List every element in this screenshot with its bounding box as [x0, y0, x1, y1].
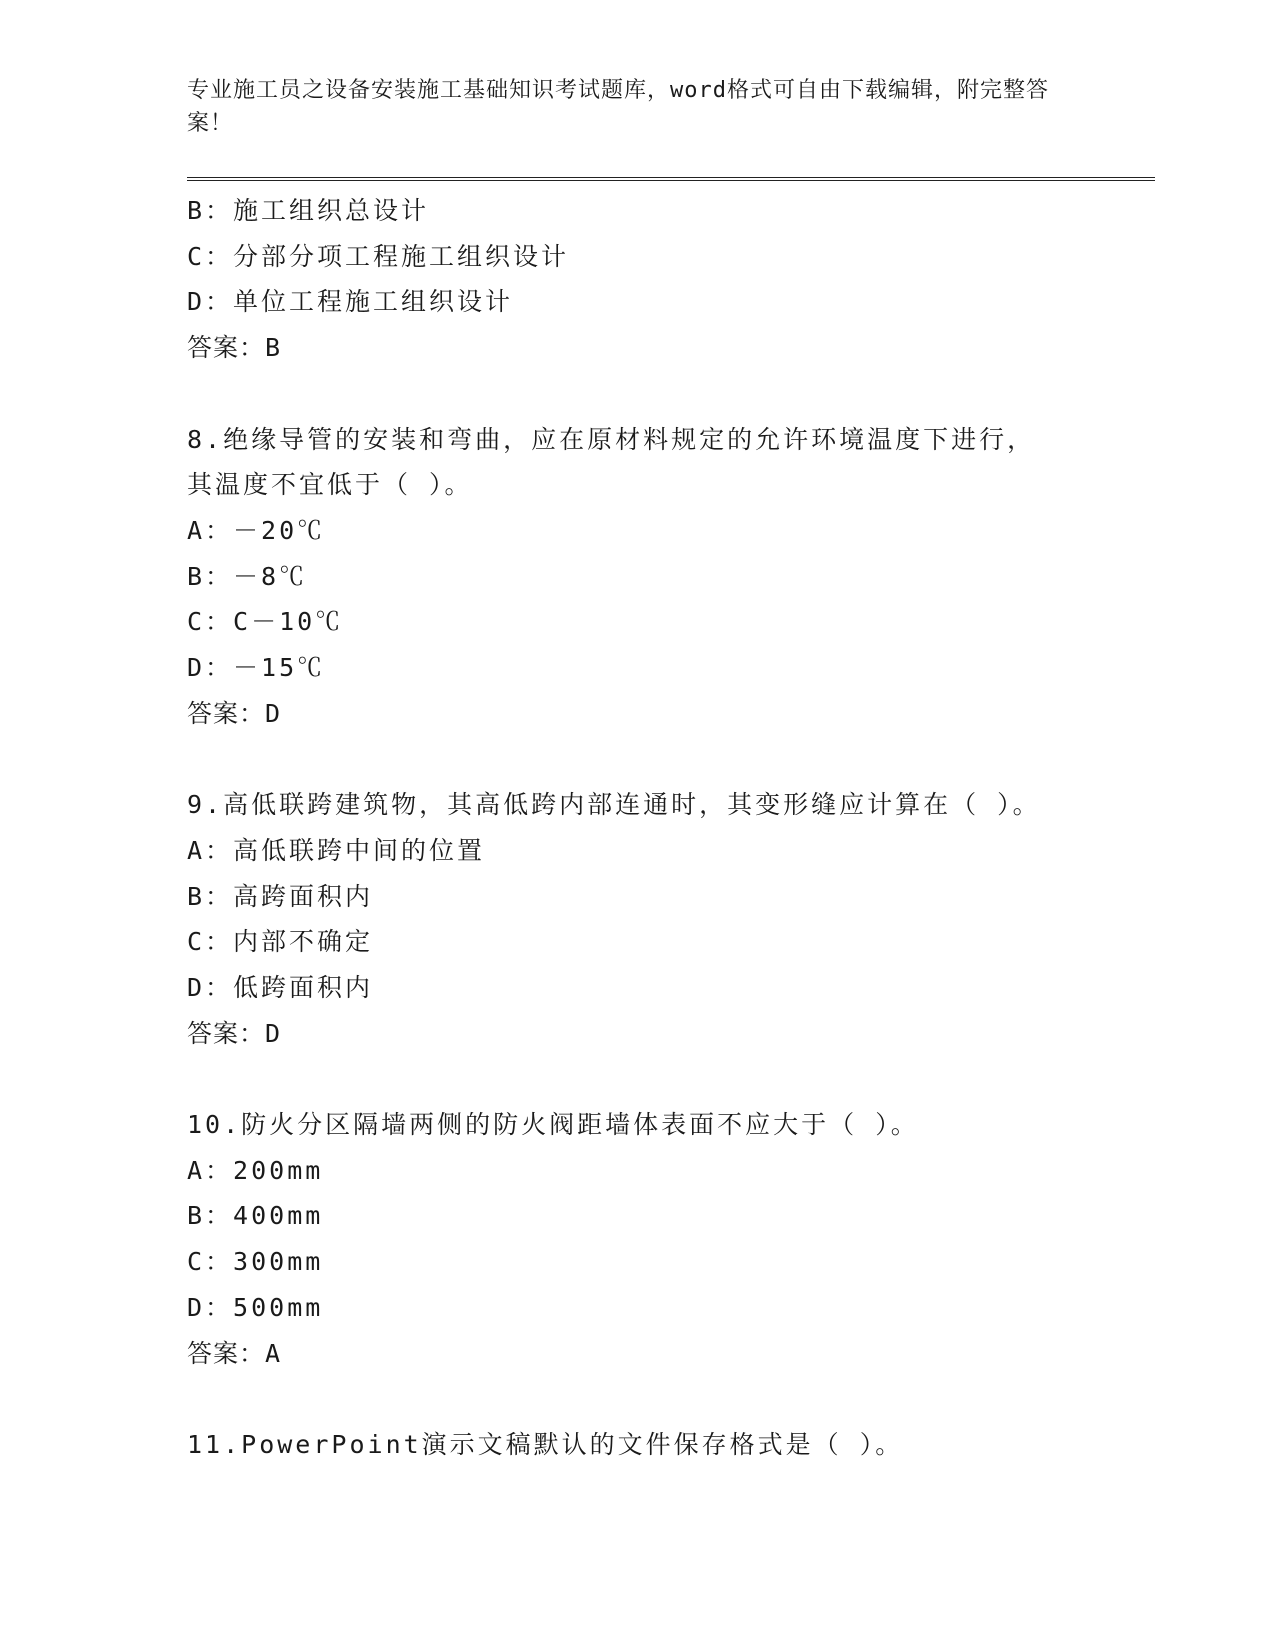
question-list	[187, 188, 1127, 1468]
answer-label: 答案：A	[187, 1338, 282, 1368]
header-divider	[187, 177, 1155, 181]
question-10-stem: 10.防火分区隔墙两侧的防火阀距墙体表面不应大于（ ）。	[187, 1110, 919, 1140]
question-8-stem-continued: 其温度不宜低于（ ）。	[187, 470, 473, 500]
answer-label: 答案：D	[187, 1018, 282, 1048]
document-header: 专业施工员之设备安装施工基础知识考试题库，word格式可自由下载编辑，附完整答案！	[187, 78, 1049, 136]
option-b: B：施工组织总设计	[187, 196, 430, 225]
spacer	[187, 1376, 1127, 1422]
option-c: C：300mm	[187, 1247, 324, 1277]
option-c: C：C－10℃	[187, 607, 344, 637]
question-9-stem: 9.高低联跨建筑物，其高低跨内部连通时，其变形缝应计算在（ ）。	[187, 790, 1041, 820]
spacer	[187, 1056, 1127, 1102]
option-d: D：500mm	[187, 1292, 324, 1322]
question-8-stem: 8.绝缘导管的安装和弯曲，应在原材料规定的允许环境温度下进行，	[187, 424, 1036, 454]
option-b: B：－8℃	[187, 561, 308, 591]
answer-label: 答案：D	[187, 698, 282, 728]
question-11-stem: 11.PowerPoint演示文稿默认的文件保存格式是（ ）。	[187, 1429, 904, 1459]
option-c: C：分部分项工程施工组织设计	[187, 241, 570, 271]
option-b: B：400mm	[187, 1201, 324, 1231]
option-a: A：高低联跨中间的位置	[187, 835, 486, 865]
option-a: A：－20℃	[187, 515, 326, 545]
option-c: C：内部不确定	[187, 927, 374, 957]
option-b: B：高跨面积内	[187, 881, 374, 911]
answer-label: 答案：B	[187, 333, 282, 363]
spacer	[187, 371, 1127, 417]
spacer	[187, 736, 1127, 782]
option-d: D：单位工程施工组织设计	[187, 287, 514, 317]
option-d: D：－15℃	[187, 653, 326, 683]
document-page	[187, 0, 1157, 1650]
option-d: D：低跨面积内	[187, 972, 374, 1002]
option-a: A：200mm	[187, 1155, 324, 1185]
